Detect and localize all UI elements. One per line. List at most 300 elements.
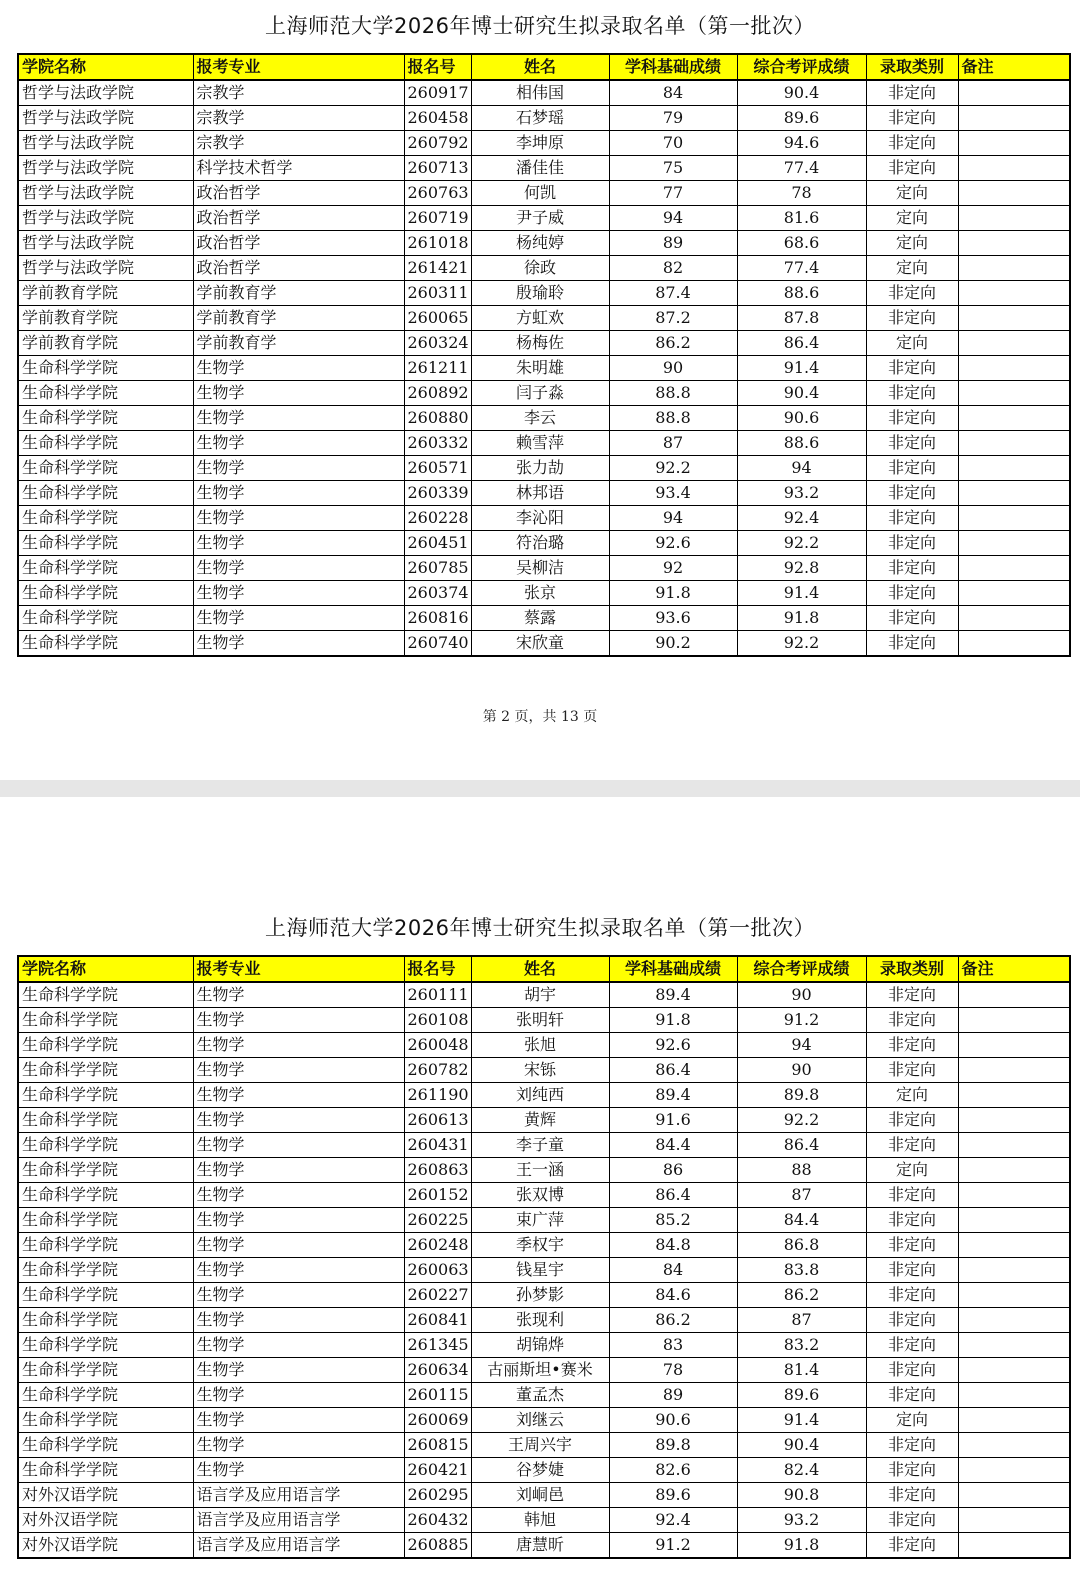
admission-type-cell: 定向 <box>866 231 958 256</box>
overall-score-cell: 77.4 <box>737 156 866 181</box>
remarks-cell <box>958 406 1070 431</box>
remarks-cell <box>958 606 1070 631</box>
name-cell: 吴柳洁 <box>471 556 609 581</box>
remarks-cell <box>958 1208 1070 1233</box>
overall-score-cell: 86.2 <box>737 1283 866 1308</box>
reg-no-cell: 260792 <box>404 131 471 156</box>
overall-score-cell: 91.8 <box>737 1533 866 1559</box>
reg-no-cell: 260815 <box>404 1433 471 1458</box>
college-cell: 生命科学学院 <box>18 1333 193 1358</box>
admission-type-cell: 非定向 <box>866 481 958 506</box>
name-cell: 殷瑜聆 <box>471 281 609 306</box>
admission-type-cell: 非定向 <box>866 1433 958 1458</box>
name-cell: 尹子威 <box>471 206 609 231</box>
remarks-cell <box>958 1483 1070 1508</box>
major-cell: 宗教学 <box>193 80 404 106</box>
subject-score-cell: 82 <box>609 256 737 281</box>
overall-score-cell: 91.4 <box>737 581 866 606</box>
college-cell: 哲学与法政学院 <box>18 156 193 181</box>
name-cell: 钱星宇 <box>471 1258 609 1283</box>
major-cell: 生物学 <box>193 506 404 531</box>
overall-score-cell: 77.4 <box>737 256 866 281</box>
college-cell: 生命科学学院 <box>18 406 193 431</box>
column-header-major: 报考专业 <box>193 956 404 982</box>
table-row <box>18 231 1070 256</box>
name-cell: 杨梅佐 <box>471 331 609 356</box>
document-title: 上海师范大学2026年博士研究生拟录取名单（第一批次） <box>265 916 815 940</box>
name-cell: 潘佳佳 <box>471 156 609 181</box>
overall-score-cell: 83.8 <box>737 1258 866 1283</box>
overall-score-cell: 90 <box>737 1058 866 1083</box>
name-cell: 赖雪萍 <box>471 431 609 456</box>
reg-no-cell: 260713 <box>404 156 471 181</box>
admission-type-cell: 非定向 <box>866 106 958 131</box>
subject-score-cell: 86.2 <box>609 1308 737 1333</box>
admission-type-cell: 非定向 <box>866 156 958 181</box>
remarks-cell <box>958 1508 1070 1533</box>
overall-score-cell: 92.2 <box>737 631 866 657</box>
subject-score-cell: 84.6 <box>609 1283 737 1308</box>
major-cell: 生物学 <box>193 1208 404 1233</box>
subject-score-cell: 83 <box>609 1333 737 1358</box>
major-cell: 政治哲学 <box>193 181 404 206</box>
subject-score-cell: 91.8 <box>609 1008 737 1033</box>
subject-score-cell: 77 <box>609 181 737 206</box>
table-row <box>18 1208 1070 1233</box>
admission-type-cell: 非定向 <box>866 1183 958 1208</box>
college-cell: 生命科学学院 <box>18 1258 193 1283</box>
overall-score-cell: 82.4 <box>737 1458 866 1483</box>
reg-no-cell: 260634 <box>404 1358 471 1383</box>
college-cell: 哲学与法政学院 <box>18 206 193 231</box>
subject-score-cell: 70 <box>609 131 737 156</box>
name-cell: 张旭 <box>471 1033 609 1058</box>
admission-type-cell: 非定向 <box>866 356 958 381</box>
reg-no-cell: 260048 <box>404 1033 471 1058</box>
remarks-cell <box>958 1358 1070 1383</box>
admission-type-cell: 非定向 <box>866 1108 958 1133</box>
admission-type-cell: 定向 <box>866 256 958 281</box>
name-cell: 王一涵 <box>471 1158 609 1183</box>
admission-type-cell: 非定向 <box>866 1308 958 1333</box>
table-header-row <box>18 956 1070 982</box>
admission-type-cell: 非定向 <box>866 1358 958 1383</box>
major-cell: 生物学 <box>193 1458 404 1483</box>
name-cell: 何凯 <box>471 181 609 206</box>
major-cell: 宗教学 <box>193 106 404 131</box>
college-cell: 哲学与法政学院 <box>18 231 193 256</box>
remarks-cell <box>958 1183 1070 1208</box>
reg-no-cell: 260108 <box>404 1008 471 1033</box>
subject-score-cell: 86.2 <box>609 331 737 356</box>
table-row <box>18 181 1070 206</box>
major-cell: 政治哲学 <box>193 231 404 256</box>
college-cell: 生命科学学院 <box>18 556 193 581</box>
college-cell: 哲学与法政学院 <box>18 106 193 131</box>
college-cell: 生命科学学院 <box>18 1033 193 1058</box>
remarks-cell <box>958 556 1070 581</box>
admission-type-cell: 非定向 <box>866 982 958 1008</box>
name-cell: 胡宇 <box>471 982 609 1008</box>
remarks-cell <box>958 1083 1070 1108</box>
reg-no-cell: 260311 <box>404 281 471 306</box>
remarks-cell <box>958 231 1070 256</box>
name-cell: 蔡露 <box>471 606 609 631</box>
subject-score-cell: 90.6 <box>609 1408 737 1433</box>
subject-score-cell: 84 <box>609 80 737 106</box>
remarks-cell <box>958 1458 1070 1483</box>
major-cell: 生物学 <box>193 1333 404 1358</box>
major-cell: 生物学 <box>193 1133 404 1158</box>
college-cell: 生命科学学院 <box>18 1458 193 1483</box>
admission-table <box>17 955 1071 1559</box>
remarks-cell <box>958 281 1070 306</box>
overall-score-cell: 88.6 <box>737 281 866 306</box>
major-cell: 生物学 <box>193 431 404 456</box>
reg-no-cell: 260841 <box>404 1308 471 1333</box>
subject-score-cell: 86.4 <box>609 1058 737 1083</box>
major-cell: 生物学 <box>193 1408 404 1433</box>
remarks-cell <box>958 1408 1070 1433</box>
major-cell: 生物学 <box>193 1233 404 1258</box>
name-cell: 李云 <box>471 406 609 431</box>
reg-no-cell: 260063 <box>404 1258 471 1283</box>
college-cell: 生命科学学院 <box>18 1133 193 1158</box>
document-title: 上海师范大学2026年博士研究生拟录取名单（第一批次） <box>265 14 815 38</box>
column-header-major: 报考专业 <box>193 54 404 80</box>
page-separator <box>0 780 1080 797</box>
overall-score-cell: 78 <box>737 181 866 206</box>
table-row <box>18 456 1070 481</box>
overall-score-cell: 83.2 <box>737 1333 866 1358</box>
table-row <box>18 506 1070 531</box>
reg-no-cell: 261018 <box>404 231 471 256</box>
college-cell: 生命科学学院 <box>18 431 193 456</box>
column-header-overall-score: 综合考评成绩 <box>737 956 866 982</box>
column-header-name: 姓名 <box>471 54 609 80</box>
table-row <box>18 281 1070 306</box>
reg-no-cell: 260451 <box>404 531 471 556</box>
name-cell: 宋欣童 <box>471 631 609 657</box>
major-cell: 生物学 <box>193 581 404 606</box>
college-cell: 生命科学学院 <box>18 1233 193 1258</box>
name-cell: 李子童 <box>471 1133 609 1158</box>
column-header-name: 姓名 <box>471 956 609 982</box>
college-cell: 生命科学学院 <box>18 631 193 657</box>
major-cell: 科学技术哲学 <box>193 156 404 181</box>
reg-no-cell: 260885 <box>404 1533 471 1559</box>
reg-no-cell: 260225 <box>404 1208 471 1233</box>
major-cell: 生物学 <box>193 631 404 657</box>
name-cell: 宋铄 <box>471 1058 609 1083</box>
major-cell: 生物学 <box>193 1183 404 1208</box>
subject-score-cell: 78 <box>609 1358 737 1383</box>
name-cell: 董孟杰 <box>471 1383 609 1408</box>
subject-score-cell: 75 <box>609 156 737 181</box>
remarks-cell <box>958 80 1070 106</box>
reg-no-cell: 260339 <box>404 481 471 506</box>
overall-score-cell: 94.6 <box>737 131 866 156</box>
admission-type-cell: 非定向 <box>866 1258 958 1283</box>
reg-no-cell: 260421 <box>404 1458 471 1483</box>
college-cell: 生命科学学院 <box>18 1433 193 1458</box>
major-cell: 语言学及应用语言学 <box>193 1508 404 1533</box>
college-cell: 生命科学学院 <box>18 1183 193 1208</box>
reg-no-cell: 260892 <box>404 381 471 406</box>
table-row <box>18 156 1070 181</box>
college-cell: 生命科学学院 <box>18 1008 193 1033</box>
college-cell: 生命科学学院 <box>18 1058 193 1083</box>
table-row <box>18 1183 1070 1208</box>
admission-type-cell: 非定向 <box>866 1058 958 1083</box>
column-header-reg-no: 报名号 <box>404 956 471 982</box>
name-cell: 张双博 <box>471 1183 609 1208</box>
remarks-cell <box>958 531 1070 556</box>
subject-score-cell: 87.4 <box>609 281 737 306</box>
overall-score-cell: 90.4 <box>737 1433 866 1458</box>
remarks-cell <box>958 1333 1070 1358</box>
name-cell: 季权宇 <box>471 1233 609 1258</box>
college-cell: 生命科学学院 <box>18 1158 193 1183</box>
reg-no-cell: 260111 <box>404 982 471 1008</box>
table-row <box>18 481 1070 506</box>
table-row <box>18 1533 1070 1559</box>
major-cell: 生物学 <box>193 406 404 431</box>
reg-no-cell: 260228 <box>404 506 471 531</box>
subject-score-cell: 86 <box>609 1158 737 1183</box>
table-row <box>18 256 1070 281</box>
reg-no-cell: 260295 <box>404 1483 471 1508</box>
remarks-cell <box>958 1058 1070 1083</box>
name-cell: 王周兴宇 <box>471 1433 609 1458</box>
table-row <box>18 1083 1070 1108</box>
reg-no-cell: 260880 <box>404 406 471 431</box>
name-cell: 相伟国 <box>471 80 609 106</box>
major-cell: 生物学 <box>193 1058 404 1083</box>
reg-no-cell: 260065 <box>404 306 471 331</box>
subject-score-cell: 91.2 <box>609 1533 737 1559</box>
table-row <box>18 1008 1070 1033</box>
overall-score-cell: 89.6 <box>737 1383 866 1408</box>
remarks-cell <box>958 1433 1070 1458</box>
table-row <box>18 556 1070 581</box>
college-cell: 学前教育学院 <box>18 306 193 331</box>
major-cell: 生物学 <box>193 356 404 381</box>
major-cell: 生物学 <box>193 1158 404 1183</box>
table-body <box>18 80 1070 656</box>
college-cell: 生命科学学院 <box>18 1408 193 1433</box>
overall-score-cell: 90.4 <box>737 381 866 406</box>
name-cell: 张京 <box>471 581 609 606</box>
table-row <box>18 1233 1070 1258</box>
reg-no-cell: 260763 <box>404 181 471 206</box>
name-cell: 符治璐 <box>471 531 609 556</box>
column-header-subject-score: 学科基础成绩 <box>609 956 737 982</box>
table-row <box>18 1433 1070 1458</box>
name-cell: 刘纯西 <box>471 1083 609 1108</box>
table-row <box>18 1258 1070 1283</box>
reg-no-cell: 260152 <box>404 1183 471 1208</box>
major-cell: 生物学 <box>193 606 404 631</box>
reg-no-cell: 260740 <box>404 631 471 657</box>
table-row <box>18 1033 1070 1058</box>
major-cell: 生物学 <box>193 456 404 481</box>
overall-score-cell: 87 <box>737 1183 866 1208</box>
table-body <box>18 982 1070 1558</box>
name-cell: 唐慧昕 <box>471 1533 609 1559</box>
admission-type-cell: 非定向 <box>866 1033 958 1058</box>
name-cell: 谷梦婕 <box>471 1458 609 1483</box>
admission-type-cell: 非定向 <box>866 1233 958 1258</box>
college-cell: 生命科学学院 <box>18 481 193 506</box>
table-row <box>18 1408 1070 1433</box>
overall-score-cell: 88 <box>737 1158 866 1183</box>
subject-score-cell: 90.2 <box>609 631 737 657</box>
reg-no-cell: 260719 <box>404 206 471 231</box>
major-cell: 政治哲学 <box>193 206 404 231</box>
table-row <box>18 106 1070 131</box>
college-cell: 生命科学学院 <box>18 456 193 481</box>
overall-score-cell: 92.8 <box>737 556 866 581</box>
subject-score-cell: 86.4 <box>609 1183 737 1208</box>
remarks-cell <box>958 306 1070 331</box>
overall-score-cell: 89.8 <box>737 1083 866 1108</box>
major-cell: 生物学 <box>193 1083 404 1108</box>
name-cell: 张现利 <box>471 1308 609 1333</box>
overall-score-cell: 84.4 <box>737 1208 866 1233</box>
remarks-cell <box>958 982 1070 1008</box>
table-row <box>18 1508 1070 1533</box>
overall-score-cell: 91.8 <box>737 606 866 631</box>
reg-no-cell: 260248 <box>404 1233 471 1258</box>
remarks-cell <box>958 1233 1070 1258</box>
major-cell: 生物学 <box>193 1383 404 1408</box>
overall-score-cell: 68.6 <box>737 231 866 256</box>
remarks-cell <box>958 131 1070 156</box>
remarks-cell <box>958 1008 1070 1033</box>
remarks-cell <box>958 106 1070 131</box>
major-cell: 生物学 <box>193 1358 404 1383</box>
college-cell: 生命科学学院 <box>18 1108 193 1133</box>
remarks-cell <box>958 1108 1070 1133</box>
overall-score-cell: 90.6 <box>737 406 866 431</box>
admission-type-cell: 非定向 <box>866 131 958 156</box>
subject-score-cell: 92 <box>609 556 737 581</box>
name-cell: 刘峒邑 <box>471 1483 609 1508</box>
college-cell: 生命科学学院 <box>18 1383 193 1408</box>
table-row <box>18 381 1070 406</box>
college-cell: 学前教育学院 <box>18 331 193 356</box>
table-row <box>18 1283 1070 1308</box>
major-cell: 生物学 <box>193 1308 404 1333</box>
remarks-cell <box>958 156 1070 181</box>
admission-type-cell: 定向 <box>866 181 958 206</box>
remarks-cell <box>958 1308 1070 1333</box>
college-cell: 对外汉语学院 <box>18 1533 193 1559</box>
subject-score-cell: 85.2 <box>609 1208 737 1233</box>
reg-no-cell: 260863 <box>404 1158 471 1183</box>
subject-score-cell: 89 <box>609 231 737 256</box>
remarks-cell <box>958 356 1070 381</box>
admission-type-cell: 非定向 <box>866 1483 958 1508</box>
name-cell: 束广萍 <box>471 1208 609 1233</box>
college-cell: 对外汉语学院 <box>18 1508 193 1533</box>
admission-type-cell: 定向 <box>866 206 958 231</box>
college-cell: 生命科学学院 <box>18 1308 193 1333</box>
subject-score-cell: 91.6 <box>609 1108 737 1133</box>
reg-no-cell: 260069 <box>404 1408 471 1433</box>
table-row <box>18 1108 1070 1133</box>
table-row <box>18 1308 1070 1333</box>
overall-score-cell: 93.2 <box>737 1508 866 1533</box>
major-cell: 学前教育学 <box>193 306 404 331</box>
admission-type-cell: 非定向 <box>866 1458 958 1483</box>
college-cell: 哲学与法政学院 <box>18 256 193 281</box>
admission-type-cell: 非定向 <box>866 1133 958 1158</box>
name-cell: 方虹欢 <box>471 306 609 331</box>
major-cell: 生物学 <box>193 381 404 406</box>
column-header-college: 学院名称 <box>18 956 193 982</box>
table-row <box>18 982 1070 1008</box>
college-cell: 学前教育学院 <box>18 281 193 306</box>
remarks-cell <box>958 581 1070 606</box>
column-header-college: 学院名称 <box>18 54 193 80</box>
major-cell: 生物学 <box>193 481 404 506</box>
subject-score-cell: 89.4 <box>609 1083 737 1108</box>
overall-score-cell: 81.6 <box>737 206 866 231</box>
name-cell: 张明轩 <box>471 1008 609 1033</box>
admission-type-cell: 非定向 <box>866 506 958 531</box>
remarks-cell <box>958 181 1070 206</box>
reg-no-cell: 261421 <box>404 256 471 281</box>
college-cell: 哲学与法政学院 <box>18 131 193 156</box>
subject-score-cell: 94 <box>609 206 737 231</box>
subject-score-cell: 88.8 <box>609 381 737 406</box>
table-row <box>18 1158 1070 1183</box>
admission-type-cell: 非定向 <box>866 456 958 481</box>
table-row <box>18 1058 1070 1083</box>
college-cell: 对外汉语学院 <box>18 1483 193 1508</box>
admission-type-cell: 非定向 <box>866 1533 958 1559</box>
major-cell: 学前教育学 <box>193 281 404 306</box>
remarks-cell <box>958 256 1070 281</box>
overall-score-cell: 87 <box>737 1308 866 1333</box>
reg-no-cell: 260227 <box>404 1283 471 1308</box>
subject-score-cell: 92.4 <box>609 1508 737 1533</box>
name-cell: 张力劼 <box>471 456 609 481</box>
table-row <box>18 131 1070 156</box>
subject-score-cell: 93.6 <box>609 606 737 631</box>
subject-score-cell: 84.8 <box>609 1233 737 1258</box>
college-cell: 生命科学学院 <box>18 531 193 556</box>
table-row <box>18 406 1070 431</box>
name-cell: 石梦瑶 <box>471 106 609 131</box>
remarks-cell <box>958 481 1070 506</box>
subject-score-cell: 92.6 <box>609 531 737 556</box>
name-cell: 古丽斯坦•赛米 <box>471 1358 609 1383</box>
major-cell: 生物学 <box>193 556 404 581</box>
remarks-cell <box>958 1258 1070 1283</box>
reg-no-cell: 260324 <box>404 331 471 356</box>
admission-type-cell: 非定向 <box>866 1383 958 1408</box>
admission-type-cell: 非定向 <box>866 406 958 431</box>
reg-no-cell: 260782 <box>404 1058 471 1083</box>
table-row <box>18 1483 1070 1508</box>
name-cell: 胡锦烨 <box>471 1333 609 1358</box>
reg-no-cell: 261190 <box>404 1083 471 1108</box>
table-row <box>18 531 1070 556</box>
admission-type-cell: 非定向 <box>866 306 958 331</box>
